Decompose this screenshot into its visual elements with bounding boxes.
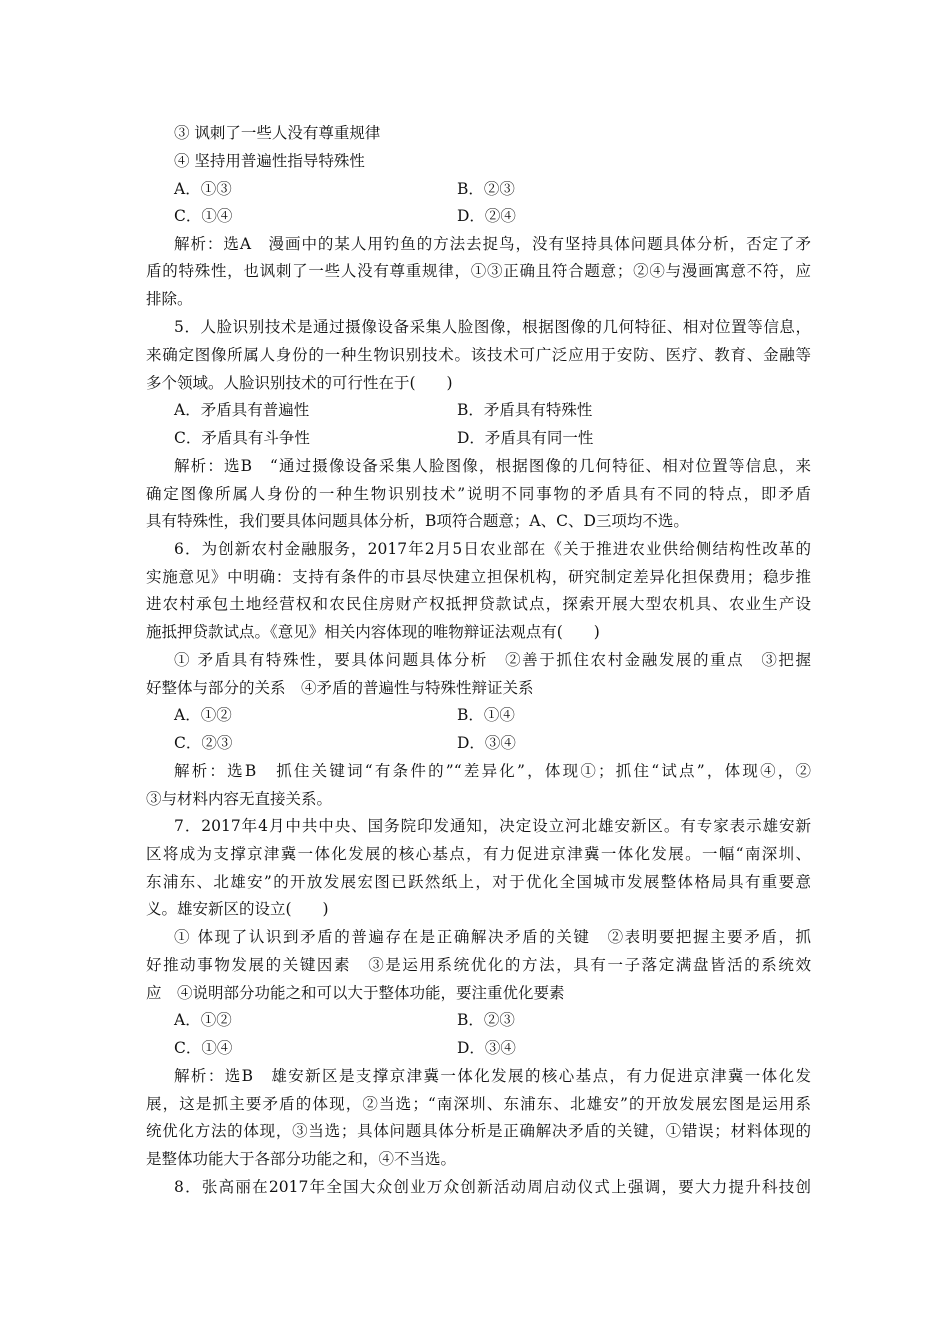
explanation-line: 盾的特殊性，也讽刺了一些人没有尊重规律，①③正确且符合题意；②④与漫画寓意不符，应 — [146, 262, 811, 280]
question-text: 8．张高丽在2017年全国大众创业万众创新活动周启动仪式上强调，要大力提升科技创 — [174, 1178, 811, 1196]
explanation-line: 解析：选A 漫画中的某人用钓鱼的方法去捉鸟，没有坚持具体问题具体分析，否定了矛 — [174, 235, 811, 253]
answer-choice-b: B．②③ — [457, 180, 515, 198]
question-text: 来确定图像所属人身份的一种生物识别技术。该技术可广泛应用于安防、医疗、教育、金融等 — [146, 346, 811, 364]
answer-choice-d: D．③④ — [457, 1039, 516, 1057]
option-3-line: ③ 讽刺了一些人没有尊重规律 — [174, 124, 381, 142]
question-text: 5．人脸识别技术是通过摄像设备采集人脸图像，根据图像的几何特征、相对位置等信息， — [174, 318, 811, 336]
answer-choice-b: B．矛盾具有特殊性 — [457, 401, 593, 419]
question-text: 进农村承包土地经营权和农民住房财产权抵押贷款试点，探索开展大型农机具、农业生产设 — [146, 595, 811, 613]
answer-choice-b: B．②③ — [457, 1011, 515, 1029]
answer-choice-a: A．矛盾具有普遍性 — [174, 401, 310, 419]
explanation-line: 是整体功能大于各部分功能之和，④不当选。 — [146, 1150, 457, 1168]
answer-choice-a: A．①② — [174, 706, 232, 724]
explanation-line: 统优化方法的体现，③当选；具体问题具体分析是正确解决矛盾的关键，①错误；材料体现的 — [146, 1122, 811, 1140]
statement-line: 好推动事物发展的关键因素 ③是运用系统优化的方法，具有一子落定满盘皆活的系统效 — [146, 956, 811, 974]
option-4-line: ④ 坚持用普遍性指导特殊性 — [174, 152, 365, 170]
explanation-line: 展，这是抓主要矛盾的体现，②当选；“南深圳、东浦东、北雄安”的开放发展宏图是运用系 — [146, 1095, 811, 1113]
question-text: 实施意见》中明确：支持有条件的市县尽快建立担保机构，研究制定差异化担保费用；稳步推 — [146, 568, 811, 586]
question-text: 东浦东、北雄安”的开放发展宏图已跃然纸上，对于优化全国城市发展整体格局具有重要意 — [146, 873, 811, 891]
explanation-line: 确定图像所属人身份的一种生物识别技术”说明不同事物的矛盾具有不同的特点，即矛盾 — [146, 485, 811, 503]
question-text: 多个领域。人脸识别技术的可行性在于( ) — [146, 374, 453, 392]
question-text: 7．2017年4月中共中央、国务院印发通知，决定设立河北雄安新区。有专家表示雄安新 — [174, 817, 811, 835]
answer-choice-a: A．①② — [174, 1011, 232, 1029]
explanation-line: ③与材料内容无直接关系。 — [146, 790, 333, 808]
explanation-line: 解析：选B “通过摄像设备采集人脸图像，根据图像的几何特征、相对位置等信息，来 — [174, 457, 811, 475]
answer-choice-d: D．矛盾具有同一性 — [457, 429, 594, 447]
answer-choice-d: D．②④ — [457, 207, 516, 225]
answer-choice-c: C．②③ — [174, 734, 233, 752]
statement-line: ① 矛盾具有特殊性，要具体问题具体分析 ②善于抓住农村金融发展的重点 ③把握 — [174, 651, 811, 669]
answer-choice-d: D．③④ — [457, 734, 516, 752]
question-text: 义。雄安新区的设立( ) — [146, 900, 329, 918]
question-text: 施抵押贷款试点。《意见》相关内容体现的唯物辩证法观点有( ) — [146, 623, 600, 641]
statement-line: ① 体现了认识到矛盾的普遍存在是正确解决矛盾的关键 ②表明要把握主要矛盾，抓 — [174, 928, 811, 946]
answer-choice-a: A．①③ — [174, 180, 232, 198]
explanation-line: 排除。 — [146, 290, 193, 308]
question-text: 区将成为支撑京津冀一体化发展的核心基点，有力促进京津冀一体化发展。一幅“南深圳、 — [146, 845, 811, 863]
statement-line: 好整体与部分的关系 ④矛盾的普遍性与特殊性辩证关系 — [146, 679, 534, 697]
question-text: 6．为创新农村金融服务，2017年2月5日农业部在《关于推进农业供给侧结构性改革的 — [174, 540, 811, 558]
explanation-line: 具有特殊性，我们要具体问题具体分析，B项符合题意；A、C、D三项均不选。 — [146, 512, 689, 530]
answer-choice-c: C．矛盾具有斗争性 — [174, 429, 310, 447]
explanation-line: 解析：选B 雄安新区是支撑京津冀一体化发展的核心基点，有力促进京津冀一体化发 — [174, 1067, 811, 1085]
explanation-line: 解析：选B 抓住关键词“有条件的”“差异化”，体现①；抓住“试点”，体现④，② — [174, 762, 811, 780]
answer-choice-c: C．①④ — [174, 1039, 233, 1057]
answer-choice-b: B．①④ — [457, 706, 515, 724]
statement-line: 应 ④说明部分功能之和可以大于整体功能，要注重优化要素 — [146, 984, 565, 1002]
answer-choice-c: C．①④ — [174, 207, 233, 225]
